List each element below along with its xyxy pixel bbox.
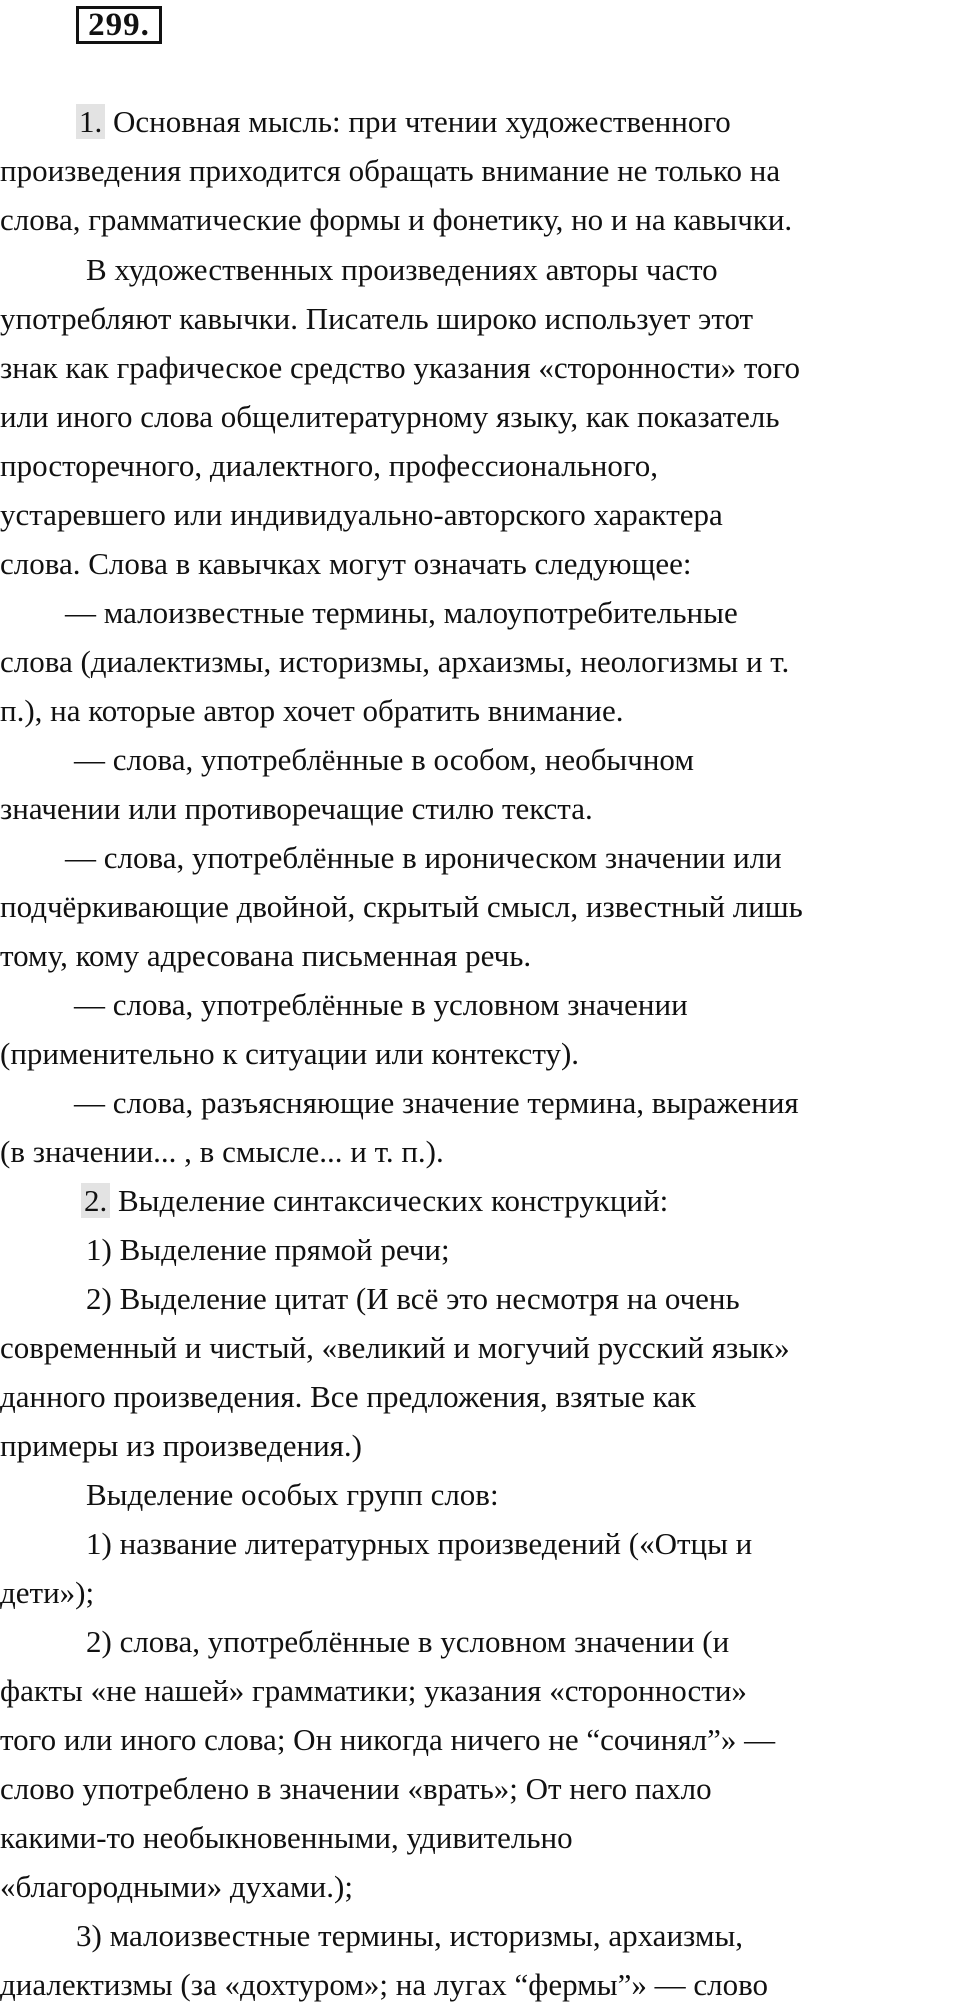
paragraph-1-line-1: 1. Основная мысль: при чтении художественного	[76, 102, 731, 142]
word-groups-heading: Выделение особых групп слов:	[86, 1477, 499, 1512]
dash-item-3-line-3: тому, кому адресована письменная речь.	[0, 938, 532, 973]
dash-item-4-line-2: (применительно к ситуации или контексту).	[0, 1036, 580, 1071]
paragraph-2-line-4: или иного слова общелитературному языку, как показатель	[0, 399, 780, 434]
dash-item-1-line-1: — малоизвестные термины, малоупотребительные	[65, 595, 738, 630]
dash-item-2-line-2: значении или противоречащие стилю текста.	[0, 791, 593, 826]
word-group-2-line-1: 2) слова, употреблённые в условном значении (и	[86, 1624, 730, 1659]
syntax-item-2-line-2: современный и чистый, «великий и могучий русский язык»	[0, 1330, 790, 1365]
dash-item-2-line-1: — слова, употреблённые в особом, необычном	[74, 742, 694, 777]
word-group-3-line-1: 3) малоизвестные термины, историзмы, архаизмы,	[76, 1918, 744, 1953]
word-group-2-line-3: того или иного слова; Он никогда ничего не “сочинял”» —	[0, 1722, 776, 1757]
paragraph-1-line-3: слова, грамматические формы и фонетику, но и на кавычки.	[0, 202, 793, 237]
word-group-1-line-2: дети»);	[0, 1575, 95, 1610]
syntax-item-2-line-1: 2) Выделение цитат (И всё это несмотря на очень	[86, 1281, 740, 1316]
dash-item-3-line-1: — слова, употреблённые в ироническом значении или	[65, 840, 782, 875]
word-group-3-line-2: диалектизмы (за «дохтуром»; на лугах “фермы”» — слово	[0, 1967, 769, 2002]
syntax-item-1: 1) Выделение прямой речи;	[86, 1232, 450, 1267]
word-group-2-line-6: «благородными» духами.);	[0, 1869, 353, 1904]
item-marker-2: 2.	[81, 1183, 110, 1218]
paragraph-2-line-2: употребляют кавычки. Писатель широко использует этот	[0, 301, 754, 336]
paragraph-2-line-7: слова. Слова в кавычках могут означать следующее:	[0, 546, 692, 581]
paragraph-2-line-1: В художественных произведениях авторы часто	[86, 252, 718, 287]
dash-item-5-line-1: — слова, разъясняющие значение термина, выражения	[74, 1085, 799, 1120]
word-group-1-line-1: 1) название литературных произведений («Отцы и	[86, 1526, 753, 1561]
dash-item-5-line-2: (в значении... , в смысле... и т. п.).	[0, 1134, 444, 1169]
syntax-item-2-line-3: данного произведения. Все предложения, взятые как	[0, 1379, 696, 1414]
paragraph-2-line-3: знак как графическое средство указания «сторонности» того	[0, 350, 800, 385]
syntax-item-2-line-4: примеры из произведения.)	[0, 1428, 362, 1463]
paragraph-2-line-5: просторечного, диалектного, профессионального,	[0, 448, 659, 483]
dash-item-1-line-3: п.), на которые автор хочет обратить внимание.	[0, 693, 624, 728]
paragraph-1-line-2: произведения приходится обращать внимание не только на	[0, 153, 781, 188]
paragraph-2-line-6: устаревшего или индивидуально-авторского характера	[0, 497, 723, 532]
word-group-2-line-2: факты «не нашей» грамматики; указания «сторонности»	[0, 1673, 747, 1708]
item-marker-1: 1.	[76, 104, 105, 139]
dash-item-3-line-2: подчёркивающие двойной, скрытый смысл, известный лишь	[0, 889, 803, 924]
paragraph-3-line-1: 2. Выделение синтаксических конструкций:	[81, 1181, 668, 1221]
word-group-2-line-5: какими-то необыкновенными, удивительно	[0, 1820, 573, 1855]
exercise-number-badge: 299.	[76, 6, 162, 44]
dash-item-4-line-1: — слова, употреблённые в условном значении	[74, 987, 688, 1022]
dash-item-1-line-2: слова (диалектизмы, историзмы, архаизмы, неологизмы и т.	[0, 644, 790, 679]
word-group-2-line-4: слово употреблено в значении «врать»; От него пахло	[0, 1771, 712, 1806]
